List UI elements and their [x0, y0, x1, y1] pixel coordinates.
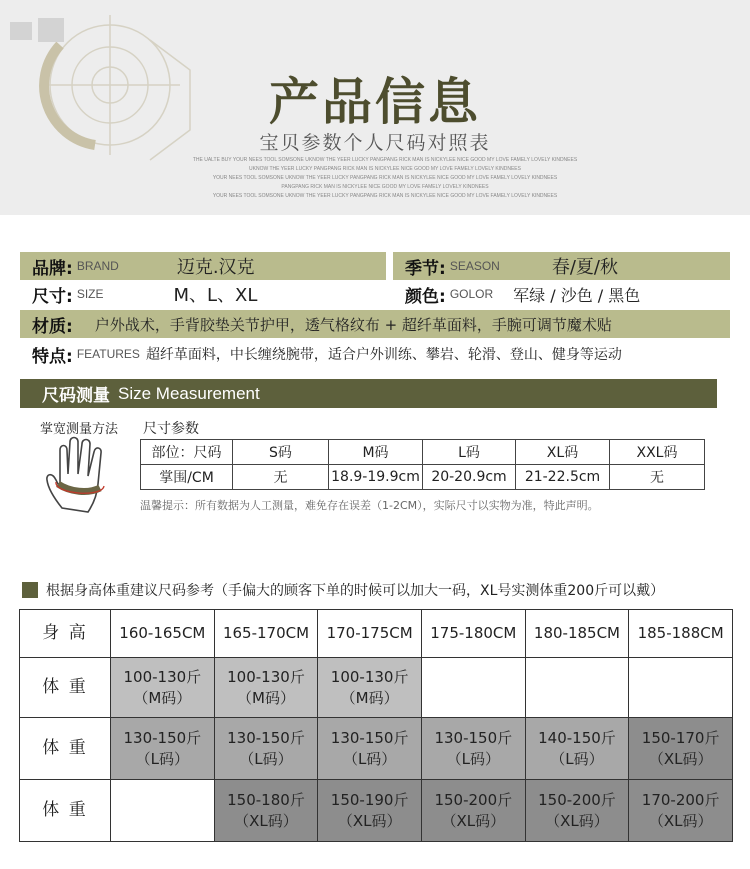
weight-cell-empty — [525, 658, 629, 718]
weight-range: 100-130斤 — [227, 667, 305, 686]
measure-note: 温馨提示：所有数据为人工测量，难免存在误差（1-2CM），实际尺寸以实物为准，特此声明。 — [140, 499, 599, 512]
height-cell: 170-175CM — [318, 610, 422, 658]
hand-measure-icon — [42, 436, 114, 514]
recommend-table — [19, 609, 733, 842]
tiny-line: UKNOW THE YEER LUCKY PANGPANG RICK MAN IS NICKYLEE NICE GOOD MY LOVE FAMELY LOVELY KINDNEES — [249, 166, 521, 172]
weight-cell — [629, 780, 733, 842]
size-cell: 20-20.9cm — [423, 465, 516, 490]
season-label: 季节: — [405, 258, 446, 279]
color-en: GOLOR — [449, 287, 494, 301]
size-code: （M码） — [133, 688, 192, 707]
size-code: （XL码） — [337, 811, 402, 830]
size-code: （L码） — [550, 749, 604, 768]
size-cell: XL码 — [516, 440, 610, 465]
features-row — [20, 340, 735, 368]
tiny-line: THE UALTE BUY YOUR NEES TOOL SOMSONE UKNOW THE YEER LUCKY PANGPANG RICK MAN IS NICKYLEE NICE GOOD MY LOVE FAMELY LOVELY KINDNEES — [192, 157, 578, 163]
params-label: 尺寸参数 — [143, 421, 199, 437]
weight-row-xl — [20, 780, 733, 842]
color-label: 颜色: — [405, 286, 446, 307]
height-cell: 185-188CM — [629, 610, 733, 658]
section-title-cn: 尺码测量 — [42, 386, 110, 406]
size-code: （XL码） — [545, 811, 609, 830]
height-cell: 180-185CM — [525, 610, 629, 658]
size-measurement-bar — [20, 379, 717, 408]
brand-row — [20, 252, 386, 280]
size-code: （L码） — [239, 749, 293, 768]
weight-range: 150-200斤 — [538, 790, 616, 809]
decorative-small-text — [160, 156, 610, 201]
size-cell: 部位：尺码 — [141, 440, 233, 465]
weight-row-m — [20, 658, 733, 718]
weight-cell — [525, 718, 629, 780]
material-row — [20, 310, 730, 338]
material-label: 材质: — [32, 316, 73, 337]
weight-cell-empty — [111, 780, 215, 842]
height-label: 身 高 — [20, 610, 111, 658]
tiny-line: YOUR NEES TOOL SOMSONE UKNOW THE YEER LUCKY PANGPANG RICK MAN IS NICKYLEE NICE GOOD MY LOVE FAMELY LOVELY KINDNEES — [212, 193, 558, 199]
weight-range: 100-130斤 — [123, 667, 202, 686]
weight-cell — [525, 780, 629, 842]
weight-label: 体 重 — [20, 780, 111, 842]
height-row — [20, 610, 733, 658]
size-cell: 18.9-19.9cm — [329, 465, 423, 490]
weight-cell — [214, 718, 318, 780]
weight-range: 150-200斤 — [434, 790, 513, 809]
weight-range: 100-130斤 — [330, 667, 409, 686]
features-en: FEATURES — [76, 347, 140, 361]
weight-cell — [629, 718, 733, 780]
weight-range: 130-150斤 — [330, 728, 409, 747]
weight-cell — [318, 658, 422, 718]
weight-cell — [111, 718, 215, 780]
size-row — [20, 280, 386, 308]
size-cell: 无 — [233, 465, 329, 490]
size-code: （M码） — [340, 688, 399, 707]
recommend-heading — [22, 580, 664, 600]
size-code: （XL码） — [648, 811, 713, 830]
size-cell: L码 — [423, 440, 516, 465]
weight-cell — [421, 780, 525, 842]
size-cell: 掌围/CM — [141, 465, 233, 490]
heading-square-icon — [22, 582, 38, 598]
page-title: 产品信息 — [269, 73, 481, 131]
season-en: SEASON — [449, 259, 500, 273]
size-table-row — [141, 465, 705, 490]
height-cell: 175-180CM — [421, 610, 525, 658]
brand-en: BRAND — [76, 259, 119, 273]
size-table — [140, 439, 705, 490]
features-value: 超纤革面料，中长缠绕腕带，适合户外训练、攀岩、轮滑、登山、健身等运动 — [145, 347, 622, 363]
weight-label: 体 重 — [20, 718, 111, 780]
weight-range: 170-200斤 — [641, 790, 720, 809]
size-table-header — [141, 440, 705, 465]
weight-cell-empty — [421, 658, 525, 718]
size-cell: 无 — [610, 465, 705, 490]
color-row — [393, 280, 730, 308]
size-cell: S码 — [233, 440, 329, 465]
method-label: 掌宽测量方法 — [40, 422, 119, 437]
tiny-line: YOUR NEES TOOL SOMSONE UKNOW THE YEER LUCKY PANGPANG RICK MAN IS NICKYLEE NICE GOOD MY LOVE FAMELY LOVELY KINDNEES — [212, 175, 558, 181]
season-row — [393, 252, 730, 280]
size-code: （XL码） — [234, 811, 298, 830]
brand-label: 品牌: — [32, 258, 73, 279]
weight-range: 130-150斤 — [434, 728, 513, 747]
weight-cell — [214, 658, 318, 718]
size-code: （L码） — [446, 749, 500, 768]
size-cell: XXL码 — [610, 440, 705, 465]
size-cell: 21-22.5cm — [516, 465, 610, 490]
size-code: （L码） — [135, 749, 189, 768]
weight-range: 140-150斤 — [538, 728, 616, 747]
weight-cell — [318, 718, 422, 780]
tiny-line: PANGPANG RICK MAN IS NICKYLEE NICE GOOD MY LOVE FAMELY LOVELY KINDNEES — [281, 184, 489, 190]
color-value: 军绿 / 沙色 / 黑色 — [513, 285, 641, 305]
material-value: 户外战术，手背胶垫关节护甲，透气格纹布 + 超纤革面料，手腕可调节魔术贴 — [94, 315, 612, 334]
size-code: （L码） — [342, 749, 397, 768]
weight-cell — [111, 658, 215, 718]
size-value: M、L、XL — [173, 285, 258, 306]
size-en: SIZE — [76, 287, 104, 301]
size-cell: M码 — [329, 440, 423, 465]
season-value: 春/夏/秋 — [551, 257, 618, 278]
weight-range: 130-150斤 — [227, 728, 305, 747]
weight-range: 150-190斤 — [330, 790, 409, 809]
height-cell: 165-170CM — [214, 610, 318, 658]
weight-range: 150-180斤 — [227, 790, 305, 809]
size-code: （XL码） — [441, 811, 506, 830]
weight-cell — [318, 780, 422, 842]
features-label: 特点: — [32, 346, 73, 367]
height-cell: 160-165CM — [111, 610, 215, 658]
brand-value: 迈克.汉克 — [176, 257, 255, 278]
recommend-heading-text: 根据身高体重建议尺码参考（手偏大的顾客下单的时候可以加大一码，XL号实测体重200斤可以戴） — [46, 583, 665, 599]
weight-label: 体 重 — [20, 658, 111, 718]
size-code: （XL码） — [648, 749, 713, 768]
size-label: 尺寸: — [32, 286, 73, 307]
weight-cell — [421, 718, 525, 780]
weight-range: 150-170斤 — [641, 728, 720, 747]
weight-row-l — [20, 718, 733, 780]
weight-cell — [214, 780, 318, 842]
weight-cell-empty — [629, 658, 733, 718]
size-code: （M码） — [237, 688, 295, 707]
page-subtitle: 宝贝参数个人尺码对照表 — [259, 132, 491, 154]
section-title-en: Size Measurement — [118, 383, 260, 403]
weight-range: 130-150斤 — [123, 728, 202, 747]
